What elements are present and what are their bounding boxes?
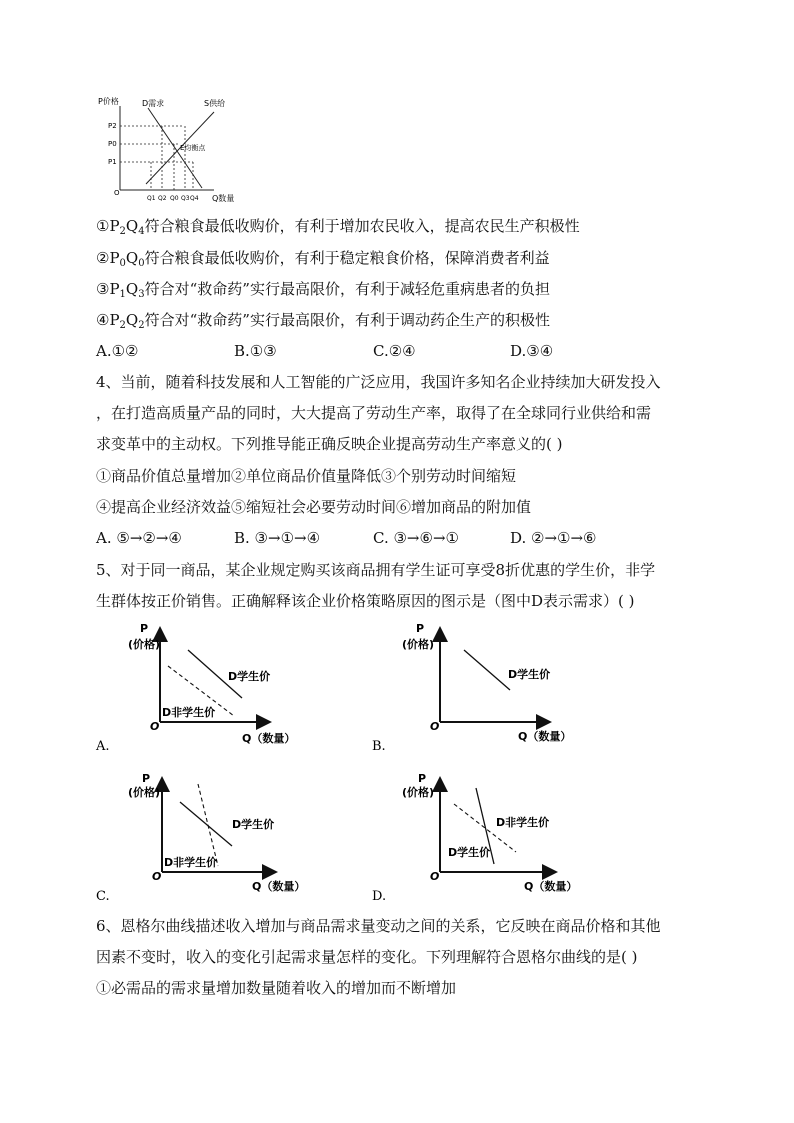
supply-demand-figure: [96, 94, 256, 210]
q6-item-1: ①必需品的需求量增加数量随着收入的增加而不断增加: [96, 979, 457, 997]
student-demand-line: [464, 650, 510, 690]
price-tick-p1: P1: [108, 158, 117, 166]
qty-tick-q2: Q2: [158, 195, 167, 202]
x-axis-label: Q数量: [212, 194, 235, 203]
y-axis-label: P价格: [98, 97, 119, 106]
option-label: A.: [96, 739, 110, 754]
p-label: P: [418, 772, 427, 785]
q6-stem-line-2: 因素不变时，收入的变化引起需求量怎样的变化。下列理解符合恩格尔曲线的是( ): [96, 948, 638, 966]
equilibrium-label: E均衡点: [180, 144, 206, 152]
q4-options: [96, 528, 656, 548]
q4-option-c[interactable]: C. ③→⑥→①: [373, 529, 459, 547]
nonstudent-label: D非学生价: [162, 706, 216, 719]
q4-stem-line-1: 4、当前，随着科技发展和人工智能的广泛应用，我国许多知名企业持续加大研发投入: [96, 373, 661, 391]
p-label: P: [140, 622, 149, 635]
price-tick-p0: P0: [108, 140, 117, 148]
origin-label: O: [430, 870, 440, 883]
q4-option-b[interactable]: B. ③→①→④: [234, 529, 321, 547]
q3-option-b[interactable]: B.①③: [234, 342, 277, 360]
origin-label: O: [152, 870, 162, 883]
demand-label: D需求: [142, 99, 165, 108]
student-label: D学生价: [448, 846, 491, 859]
qty-tick-q0: Q0: [170, 195, 179, 202]
option-label: C.: [96, 889, 110, 904]
qty-tick-q3: Q3: [181, 195, 190, 202]
p-label: P: [416, 622, 425, 635]
q6-stem-line-1: 6、恩格尔曲线描述收入增加与商品需求量变动之间的关系，它反映在商品价格和其他: [96, 917, 661, 935]
q3-statement-1: $①P_2Q_4$符合粮食最低收购价，有利于增加农民收入，提高农民生产积极性: [96, 217, 580, 237]
q3-option-c[interactable]: C.②④: [373, 342, 416, 360]
q4-items-line-2: ④提高企业经济效益⑤缩短社会必要劳动时间⑥增加商品的附加值: [96, 498, 532, 516]
q3-option-a[interactable]: A.①②: [96, 342, 139, 360]
nonstudent-demand-line: [198, 784, 218, 866]
qty-tick-q1: Q1: [147, 195, 156, 202]
q-label: Q（数量）: [242, 732, 296, 745]
student-demand-line: [180, 802, 232, 846]
price-tick-p2: P2: [108, 122, 117, 130]
q4-items-line-1: ①商品价值总量增加②单位商品价值量降低③个别劳动时间缩短: [96, 467, 517, 485]
nonstudent-label: D非学生价: [496, 816, 550, 829]
q3-option-d[interactable]: D.③④: [510, 342, 554, 360]
q4-option-a[interactable]: A. ⑤→②→④: [96, 529, 182, 547]
q5-stem-line-2: 生群体按正价销售。正确解释该企业价格策略原因的图示是（图中D表示需求）( ): [96, 592, 635, 610]
q3-statement-4: $④P_2Q_2$符合对“救命药”实行最高限价，有利于调动药企生产的积极性: [96, 311, 550, 331]
q3-options: [96, 341, 656, 361]
price-label: (价格): [128, 638, 161, 651]
p-label: P: [142, 772, 151, 785]
q-label: Q（数量）: [518, 730, 572, 743]
option-label: D.: [372, 889, 387, 904]
student-label: D学生价: [232, 818, 275, 831]
nonstudent-label: D非学生价: [164, 856, 218, 869]
supply-label: S供给: [204, 99, 226, 108]
q4-stem-line-3: 求变革中的主动权。下列推导能正确反映企业提高劳动生产率意义的( ): [96, 435, 563, 453]
price-label: (价格): [128, 786, 161, 799]
q5-graph-a[interactable]: [92, 620, 312, 758]
student-label: D学生价: [228, 670, 271, 683]
q4-option-d[interactable]: D. ②→①→⑥: [510, 529, 597, 547]
q5-graph-c[interactable]: [92, 766, 322, 906]
q5-graph-b[interactable]: [368, 620, 588, 758]
q5-graph-d[interactable]: [368, 766, 598, 906]
price-label: (价格): [402, 786, 435, 799]
q-label: Q（数量）: [252, 880, 306, 893]
origin-label: O: [430, 720, 440, 733]
qty-tick-q4: Q4: [190, 195, 199, 202]
q-label: Q（数量）: [524, 880, 578, 893]
price-label: (价格): [402, 638, 435, 651]
option-label: B.: [372, 739, 386, 754]
q3-statement-3: $③P_1Q_3$符合对“救命药”实行最高限价，有利于减轻危重病患者的负担: [96, 280, 550, 300]
student-label: D学生价: [508, 668, 551, 681]
origin-label: O: [114, 189, 120, 197]
q3-statement-2: $②P_0Q_0$符合粮食最低收购价，有利于稳定粮食价格，保障消费者利益: [96, 249, 550, 269]
q5-stem-line-1: 5、对于同一商品，某企业规定购买该商品拥有学生证可享受8折优惠的学生价，非学: [96, 561, 656, 579]
q4-stem-line-2: ，在打造高质量产品的同时，大大提高了劳动生产率，取得了在全球同行业供给和需: [96, 404, 652, 422]
origin-label: O: [150, 720, 160, 733]
